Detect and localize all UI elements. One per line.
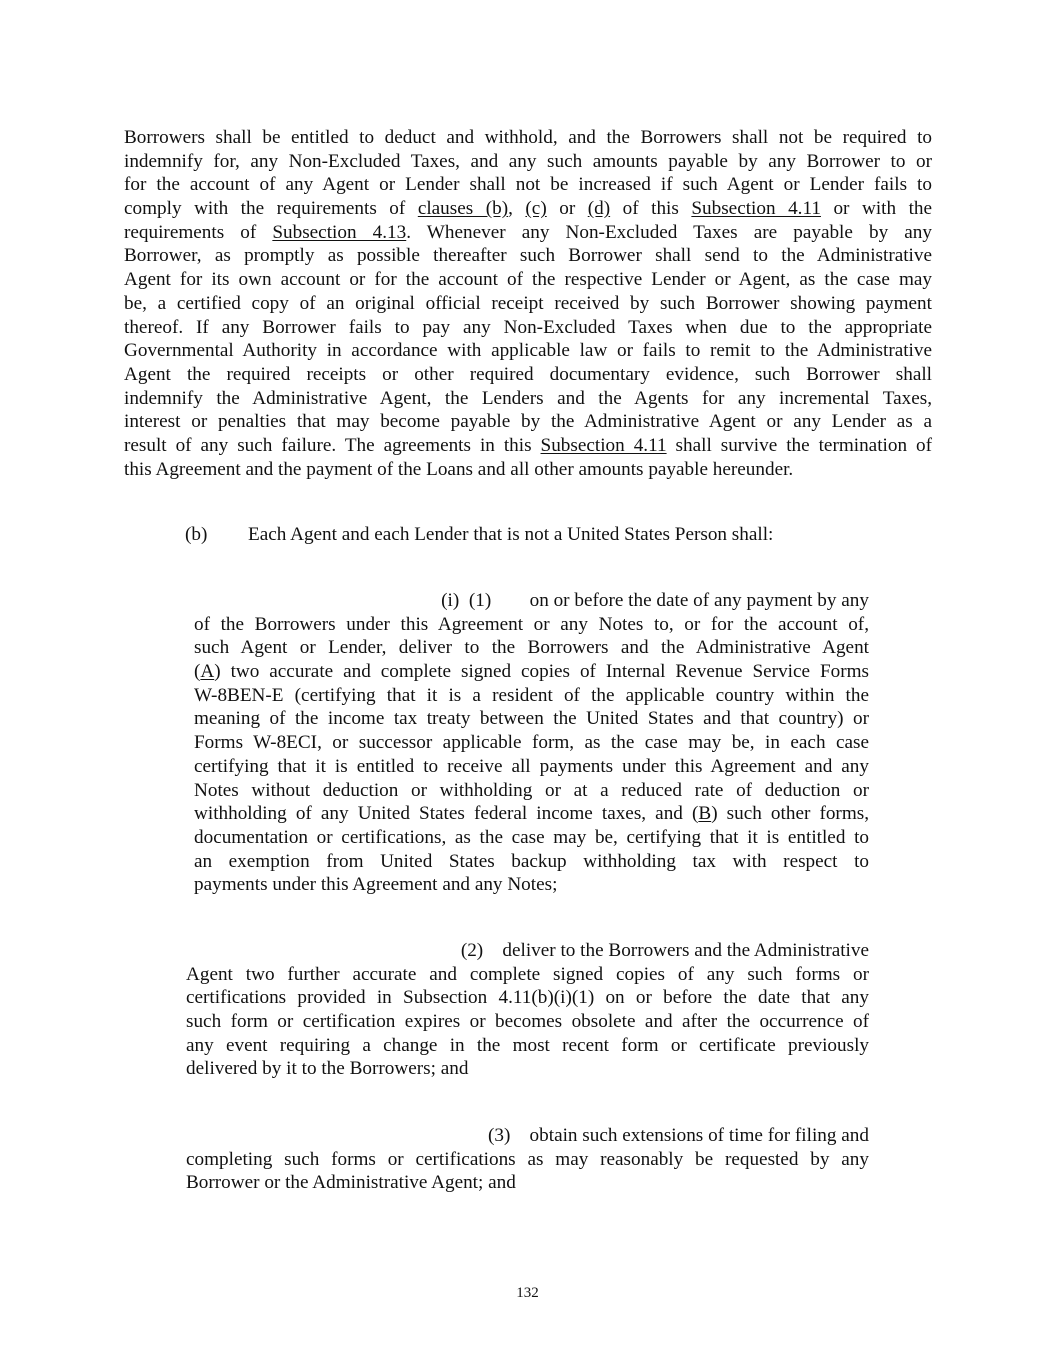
text-line: an exemption from United States backup withholding tax with respect to [194, 850, 869, 872]
text-line: Forms W-8ECI, or successor applicable form, as the case may be, in each case [194, 732, 869, 754]
text-line: such form or certification expires or becomes obsolete and after the occurrence of [186, 1011, 869, 1033]
text-line: Notes without deduction or withholding or at a reduced rate of deduction or [194, 779, 869, 801]
text-line: payments under this Agreement and any Notes; [194, 874, 558, 896]
text-line: for the account of any Agent or Lender shall not be increased if such Agent or Lender fails to [124, 174, 932, 196]
cross-reference: A [200, 661, 215, 683]
text-line: completing such forms or certifications as may reasonably be requested by any [186, 1148, 869, 1170]
paragraph-b-label: (b) [185, 524, 208, 545]
text-line: delivered by it to the Borrowers; and [186, 1058, 469, 1080]
clause-2 [186, 939, 869, 1081]
text-line: meaning of the income tax treaty between the United States and that country) or [194, 708, 869, 730]
text-line: documentation or certifications, as the case may be, certifying that it is entitled to [194, 826, 869, 848]
text-line: certifying that it is entitled to receive all payments under this Agreement and any [194, 755, 869, 777]
cross-reference: B [698, 803, 712, 825]
text-line: any event requiring a change in the most recent form or certificate previously [186, 1034, 869, 1056]
text-line: Borrowers shall be entitled to deduct and withhold, and the Borrowers shall not be required to [124, 127, 932, 148]
text-line: certifications provided in Subsection 4.11(b)(i)(1) on or before the date that any [186, 987, 869, 1009]
clause-i-1-heading: (i) (1) on or before the date of any payment by any [441, 590, 869, 611]
text-line: Governmental Authority in accordance with applicable law or fails to remit to the Administrative [124, 340, 932, 362]
text-line: Borrower or the Administrative Agent; and [186, 1172, 516, 1194]
text-line: Borrower, as promptly as possible thereafter such Borrower shall send to the Administrative [124, 245, 932, 267]
cross-reference: (c) [525, 198, 547, 220]
paragraph-b [185, 523, 885, 547]
text-line: Agent the required receipts or other required documentary evidence, such Borrower shall [124, 363, 932, 385]
text-line: result of any such failure. The agreements in this Subsection 4.11 shall survive the termination of [124, 434, 932, 456]
paragraph-b-text: Each Agent and each Lender that is not a United States Person shall: [248, 524, 774, 545]
text-line: Agent for its own account or for the account of the respective Lender or Agent, as the case may [124, 269, 932, 291]
clause-2-heading: (2) deliver to the Borrowers and the Administrative [460, 940, 869, 961]
text-line: of the Borrowers under this Agreement or any Notes to, or for the account of, [194, 613, 869, 635]
text-line: this Agreement and the payment of the Loans and all other amounts payable hereunder. [124, 458, 794, 480]
text-line: comply with the requirements of clauses (b), (c) or (d) of this Subsection 4.11 or with the [124, 198, 933, 220]
cross-reference: Subsection 4.11 [540, 434, 667, 456]
text-line: withholding of any United States federal income taxes, and (B) such other forms, [194, 803, 870, 825]
text-line: (A) two accurate and complete signed copies of Internal Revenue Service Forms [194, 661, 869, 683]
text-line: interest or penalties that may become payable by the Administrative Agent or any Lender as a [124, 411, 932, 433]
text-line: thereof. If any Borrower fails to pay any Non-Excluded Taxes when due to the appropriate [124, 316, 932, 338]
cross-reference: Subsection 4.11 [691, 198, 821, 220]
clause-3 [186, 1124, 869, 1195]
text-line: be, a certified copy of an original official receipt received by such Borrower showing payment [124, 292, 932, 314]
text-line: requirements of Subsection 4.13. Whenever any Non-Excluded Taxes are payable by any [124, 221, 932, 243]
clause-i-1 [194, 589, 869, 897]
cross-reference: (d) [587, 198, 611, 220]
clause-3-heading: (3) obtain such extensions of time for filing and [487, 1125, 869, 1146]
paragraph-a-continuation [124, 126, 932, 481]
text-line: Agent two further accurate and complete signed copies of any such forms or [186, 963, 869, 985]
text-line: W-8BEN-E (certifying that it is a resident of the applicable country within the [194, 684, 869, 706]
text-line: indemnify for, any Non-Excluded Taxes, and any such amounts payable by any Borrower to or [124, 150, 932, 172]
cross-reference: clauses (b) [417, 198, 509, 220]
cross-reference: Subsection 4.13 [272, 221, 407, 243]
text-line: indemnify the Administrative Agent, the Lenders and the Agents for any incremental Taxes, [124, 387, 932, 409]
page-number: 132 [516, 1285, 539, 1301]
text-line: such Agent or Lender, deliver to the Borrowers and the Administrative Agent [194, 637, 869, 659]
